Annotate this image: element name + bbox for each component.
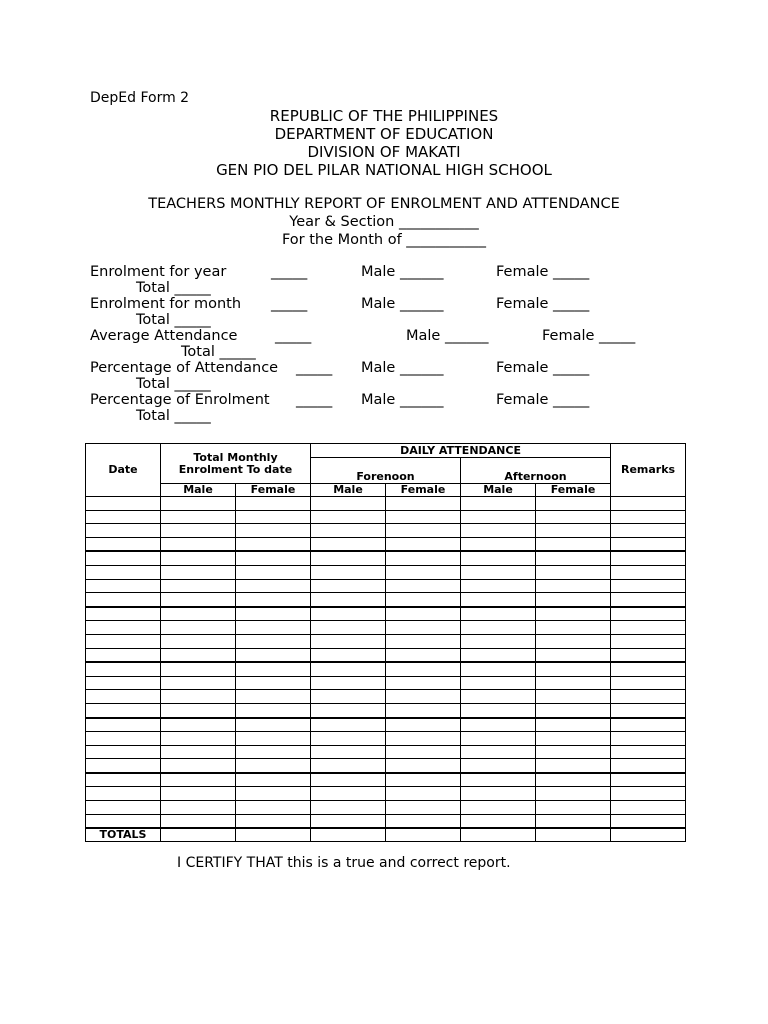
table-cell[interactable] xyxy=(86,537,161,551)
table-cell[interactable] xyxy=(386,537,461,551)
table-cell[interactable] xyxy=(86,676,161,690)
table-cell[interactable] xyxy=(386,718,461,732)
table-cell[interactable] xyxy=(86,593,161,607)
table-row xyxy=(86,773,686,787)
report-title: TEACHERS MONTHLY REPORT OF ENROLMENT AND ATTENDANCE xyxy=(148,196,620,212)
totals-label: TOTALS xyxy=(86,828,161,842)
table-cell[interactable] xyxy=(161,773,236,787)
stat-blank: _____ xyxy=(271,296,308,312)
table-cell[interactable] xyxy=(536,579,611,593)
header-republic: REPUBLIC OF THE PHILIPPINES xyxy=(269,107,499,125)
stat-male: Male ______ xyxy=(361,296,444,312)
table-cell[interactable] xyxy=(386,787,461,801)
stat-total: Total _____ xyxy=(136,408,211,424)
table-cell[interactable] xyxy=(311,510,386,524)
table-cell[interactable] xyxy=(536,662,611,676)
year-section-field: Year & Section ___________ xyxy=(289,214,479,230)
stat-total: Total _____ xyxy=(136,280,211,296)
table-cell[interactable] xyxy=(611,787,686,801)
col-male-header: Male xyxy=(461,484,536,497)
table-cell[interactable] xyxy=(161,828,236,842)
table-cell[interactable] xyxy=(161,662,236,676)
table-cell[interactable] xyxy=(86,732,161,746)
table-cell[interactable] xyxy=(236,565,311,579)
table-cell[interactable] xyxy=(611,801,686,815)
table-cell[interactable] xyxy=(161,759,236,773)
table-cell[interactable] xyxy=(536,621,611,635)
table-cell[interactable] xyxy=(311,662,386,676)
table-cell[interactable] xyxy=(386,551,461,565)
table-cell[interactable] xyxy=(461,676,536,690)
stat-total: Total _____ xyxy=(136,312,211,328)
table-row xyxy=(86,648,686,662)
table-cell[interactable] xyxy=(161,801,236,815)
table-cell[interactable] xyxy=(461,801,536,815)
table-cell[interactable] xyxy=(161,524,236,538)
table-row xyxy=(86,537,686,551)
table-cell[interactable] xyxy=(386,497,461,511)
col-female-header: Female xyxy=(236,484,311,497)
table-row xyxy=(86,801,686,815)
table-row xyxy=(86,551,686,565)
table-row xyxy=(86,634,686,648)
table-cell[interactable] xyxy=(311,732,386,746)
table-cell[interactable] xyxy=(611,814,686,828)
table-cell[interactable] xyxy=(461,648,536,662)
table-cell[interactable] xyxy=(461,662,536,676)
table-cell[interactable] xyxy=(161,497,236,511)
table-cell[interactable] xyxy=(161,732,236,746)
table-cell[interactable] xyxy=(536,814,611,828)
col-total-monthly-header: Total Monthly Enrolment To date xyxy=(161,444,311,484)
form-code: DepEd Form 2 xyxy=(90,90,190,106)
table-cell[interactable] xyxy=(161,551,236,565)
table-cell[interactable] xyxy=(236,690,311,704)
table-cell[interactable] xyxy=(386,662,461,676)
header-division: DIVISION OF MAKATI xyxy=(307,143,461,161)
table-cell[interactable] xyxy=(461,703,536,717)
table-cell[interactable] xyxy=(311,579,386,593)
table-cell[interactable] xyxy=(311,773,386,787)
table-row xyxy=(86,662,686,676)
table-cell[interactable] xyxy=(461,593,536,607)
table-row xyxy=(86,703,686,717)
table-cell[interactable] xyxy=(461,745,536,759)
table-cell[interactable] xyxy=(461,497,536,511)
table-cell[interactable] xyxy=(386,773,461,787)
table-cell[interactable] xyxy=(236,745,311,759)
table-cell[interactable] xyxy=(86,759,161,773)
table-cell[interactable] xyxy=(86,662,161,676)
table-row xyxy=(86,524,686,538)
table-cell[interactable] xyxy=(386,593,461,607)
table-cell[interactable] xyxy=(386,621,461,635)
table-cell[interactable] xyxy=(611,648,686,662)
table-row xyxy=(86,787,686,801)
col-remarks-header: Remarks xyxy=(611,444,686,497)
table-cell[interactable] xyxy=(611,662,686,676)
table-cell[interactable] xyxy=(536,759,611,773)
stat-female: Female _____ xyxy=(496,264,590,280)
table-cell[interactable] xyxy=(611,593,686,607)
table-cell[interactable] xyxy=(611,676,686,690)
table-cell[interactable] xyxy=(236,787,311,801)
table-cell[interactable] xyxy=(386,676,461,690)
table-cell[interactable] xyxy=(611,634,686,648)
table-cell[interactable] xyxy=(236,593,311,607)
table-cell[interactable] xyxy=(86,690,161,704)
header-school: GEN PIO DEL PILAR NATIONAL HIGH SCHOOL xyxy=(216,161,552,179)
stat-male: Male ______ xyxy=(361,360,444,376)
table-cell[interactable] xyxy=(611,524,686,538)
table-cell[interactable] xyxy=(161,745,236,759)
table-cell[interactable] xyxy=(161,537,236,551)
table-row xyxy=(86,814,686,828)
table-cell[interactable] xyxy=(461,510,536,524)
table-cell[interactable] xyxy=(236,634,311,648)
col-female-header: Female xyxy=(386,484,461,497)
table-cell[interactable] xyxy=(161,648,236,662)
table-cell[interactable] xyxy=(386,759,461,773)
table-cell[interactable] xyxy=(386,565,461,579)
table-cell[interactable] xyxy=(386,690,461,704)
table-cell[interactable] xyxy=(311,593,386,607)
table-cell[interactable] xyxy=(236,676,311,690)
table-cell[interactable] xyxy=(461,814,536,828)
table-cell[interactable] xyxy=(536,524,611,538)
table-cell[interactable] xyxy=(86,718,161,732)
table-cell[interactable] xyxy=(161,621,236,635)
report-title-block xyxy=(0,195,768,249)
table-cell[interactable] xyxy=(611,828,686,842)
table-cell[interactable] xyxy=(536,773,611,787)
table-cell[interactable] xyxy=(536,593,611,607)
table-cell[interactable] xyxy=(86,565,161,579)
table-cell[interactable] xyxy=(611,551,686,565)
table-cell[interactable] xyxy=(461,607,536,621)
table-cell[interactable] xyxy=(311,537,386,551)
table-row xyxy=(86,579,686,593)
table-cell[interactable] xyxy=(461,690,536,704)
table-row xyxy=(86,621,686,635)
table-cell[interactable] xyxy=(386,634,461,648)
table-cell[interactable] xyxy=(236,579,311,593)
col-daily-attendance-header: DAILY ATTENDANCE xyxy=(311,444,611,458)
table-cell[interactable] xyxy=(86,787,161,801)
table-cell[interactable] xyxy=(86,634,161,648)
table-cell[interactable] xyxy=(311,814,386,828)
table-cell[interactable] xyxy=(86,814,161,828)
table-cell[interactable] xyxy=(611,497,686,511)
table-cell[interactable] xyxy=(536,801,611,815)
attendance-table xyxy=(85,443,686,842)
table-cell[interactable] xyxy=(311,497,386,511)
table-row xyxy=(86,745,686,759)
table-cell[interactable] xyxy=(386,579,461,593)
table-cell[interactable] xyxy=(311,718,386,732)
table-cell[interactable] xyxy=(386,648,461,662)
header-department: DEPARTMENT OF EDUCATION xyxy=(274,125,494,143)
table-cell[interactable] xyxy=(461,732,536,746)
table-row xyxy=(86,593,686,607)
table-cell[interactable] xyxy=(536,690,611,704)
table-cell[interactable] xyxy=(611,732,686,746)
table-cell[interactable] xyxy=(86,524,161,538)
table-cell[interactable] xyxy=(86,773,161,787)
stat-female: Female _____ xyxy=(542,328,636,344)
col-male-header: Male xyxy=(311,484,386,497)
table-cell[interactable] xyxy=(311,690,386,704)
stat-blank: _____ xyxy=(275,328,312,344)
table-cell[interactable] xyxy=(236,732,311,746)
table-cell[interactable] xyxy=(386,745,461,759)
table-cell[interactable] xyxy=(311,676,386,690)
table-cell[interactable] xyxy=(311,759,386,773)
table-cell[interactable] xyxy=(461,828,536,842)
table-cell[interactable] xyxy=(536,537,611,551)
table-cell[interactable] xyxy=(536,510,611,524)
stat-total: Total _____ xyxy=(136,376,211,392)
table-cell[interactable] xyxy=(461,621,536,635)
table-cell[interactable] xyxy=(611,759,686,773)
table-cell[interactable] xyxy=(611,773,686,787)
stat-male: Male ______ xyxy=(361,264,444,280)
table-cell[interactable] xyxy=(536,551,611,565)
table-cell[interactable] xyxy=(311,565,386,579)
table-cell[interactable] xyxy=(611,745,686,759)
table-cell[interactable] xyxy=(536,634,611,648)
table-cell[interactable] xyxy=(86,801,161,815)
table-cell[interactable] xyxy=(461,759,536,773)
table-cell[interactable] xyxy=(461,524,536,538)
table-cell[interactable] xyxy=(536,497,611,511)
table-cell[interactable] xyxy=(86,551,161,565)
table-cell[interactable] xyxy=(236,621,311,635)
table-cell[interactable] xyxy=(311,745,386,759)
table-cell[interactable] xyxy=(461,551,536,565)
stat-label: Percentage of Attendance xyxy=(90,360,279,376)
table-cell[interactable] xyxy=(386,801,461,815)
table-cell[interactable] xyxy=(611,607,686,621)
stat-female: Female _____ xyxy=(496,360,590,376)
stat-label: Percentage of Enrolment xyxy=(90,392,270,408)
table-cell[interactable] xyxy=(536,718,611,732)
attendance-rows xyxy=(86,497,686,829)
table-row xyxy=(86,759,686,773)
table-cell[interactable] xyxy=(536,703,611,717)
table-cell[interactable] xyxy=(611,718,686,732)
table-cell[interactable] xyxy=(161,634,236,648)
table-cell[interactable] xyxy=(161,676,236,690)
table-cell[interactable] xyxy=(386,814,461,828)
table-cell[interactable] xyxy=(161,593,236,607)
table-cell[interactable] xyxy=(311,648,386,662)
table-row xyxy=(86,690,686,704)
table-cell[interactable] xyxy=(536,676,611,690)
stat-blank: _____ xyxy=(271,264,308,280)
table-cell[interactable] xyxy=(386,703,461,717)
table-cell[interactable] xyxy=(86,648,161,662)
table-row xyxy=(86,510,686,524)
table-cell[interactable] xyxy=(611,703,686,717)
table-cell[interactable] xyxy=(236,497,311,511)
table-cell[interactable] xyxy=(536,607,611,621)
table-row xyxy=(86,676,686,690)
table-cell[interactable] xyxy=(461,579,536,593)
table-cell[interactable] xyxy=(611,537,686,551)
table-cell[interactable] xyxy=(461,773,536,787)
table-cell[interactable] xyxy=(386,607,461,621)
table-cell[interactable] xyxy=(236,801,311,815)
stat-male: Male ______ xyxy=(406,328,489,344)
stat-blank: _____ xyxy=(296,392,333,408)
table-cell[interactable] xyxy=(611,690,686,704)
table-cell[interactable] xyxy=(311,828,386,842)
table-row xyxy=(86,718,686,732)
stat-label: Enrolment for year xyxy=(90,264,227,280)
table-cell[interactable] xyxy=(161,510,236,524)
table-cell[interactable] xyxy=(386,732,461,746)
table-cell[interactable] xyxy=(311,634,386,648)
table-cell[interactable] xyxy=(311,524,386,538)
table-cell[interactable] xyxy=(536,648,611,662)
table-cell[interactable] xyxy=(86,579,161,593)
col-female-header: Female xyxy=(536,484,611,497)
table-cell[interactable] xyxy=(386,828,461,842)
table-cell[interactable] xyxy=(236,524,311,538)
form-header xyxy=(0,107,768,179)
stat-female: Female _____ xyxy=(496,296,590,312)
table-cell[interactable] xyxy=(86,703,161,717)
table-cell[interactable] xyxy=(536,828,611,842)
table-cell[interactable] xyxy=(86,510,161,524)
table-cell[interactable] xyxy=(236,607,311,621)
table-cell[interactable] xyxy=(236,662,311,676)
table-cell[interactable] xyxy=(236,551,311,565)
stat-male: Male ______ xyxy=(361,392,444,408)
table-cell[interactable] xyxy=(461,565,536,579)
stat-female: Female _____ xyxy=(496,392,590,408)
table-row xyxy=(86,732,686,746)
stat-total: Total _____ xyxy=(181,344,256,360)
table-row xyxy=(86,565,686,579)
table-cell[interactable] xyxy=(236,718,311,732)
col-afternoon-header: Afternoon xyxy=(461,458,611,484)
table-cell[interactable] xyxy=(236,510,311,524)
table-cell[interactable] xyxy=(161,579,236,593)
table-cell[interactable] xyxy=(311,703,386,717)
table-cell[interactable] xyxy=(461,634,536,648)
table-cell[interactable] xyxy=(161,787,236,801)
table-cell[interactable] xyxy=(86,745,161,759)
table-cell[interactable] xyxy=(161,703,236,717)
table-cell[interactable] xyxy=(536,565,611,579)
table-cell[interactable] xyxy=(236,814,311,828)
table-cell[interactable] xyxy=(386,524,461,538)
table-cell[interactable] xyxy=(236,828,311,842)
month-field: For the Month of ___________ xyxy=(281,232,487,248)
table-cell[interactable] xyxy=(311,621,386,635)
table-row xyxy=(86,607,686,621)
table-cell[interactable] xyxy=(461,537,536,551)
table-row xyxy=(86,497,686,511)
table-cell[interactable] xyxy=(161,565,236,579)
table-cell[interactable] xyxy=(311,801,386,815)
table-cell[interactable] xyxy=(236,773,311,787)
table-cell[interactable] xyxy=(86,621,161,635)
table-cell[interactable] xyxy=(161,690,236,704)
table-cell[interactable] xyxy=(86,607,161,621)
table-cell[interactable] xyxy=(611,621,686,635)
stat-label: Enrolment for month xyxy=(90,296,242,312)
table-cell[interactable] xyxy=(611,510,686,524)
table-cell[interactable] xyxy=(536,745,611,759)
col-male-header: Male xyxy=(161,484,236,497)
table-cell[interactable] xyxy=(161,814,236,828)
table-cell[interactable] xyxy=(536,787,611,801)
stat-blank: _____ xyxy=(296,360,333,376)
table-cell[interactable] xyxy=(236,537,311,551)
col-forenoon-header: Forenoon xyxy=(311,458,461,484)
table-cell[interactable] xyxy=(236,648,311,662)
table-cell[interactable] xyxy=(161,607,236,621)
col-date-header: Date xyxy=(86,444,161,497)
table-cell[interactable] xyxy=(236,703,311,717)
table-cell[interactable] xyxy=(311,551,386,565)
table-cell[interactable] xyxy=(236,759,311,773)
table-cell[interactable] xyxy=(311,787,386,801)
table-cell[interactable] xyxy=(461,787,536,801)
table-cell[interactable] xyxy=(386,510,461,524)
table-cell[interactable] xyxy=(611,579,686,593)
table-cell[interactable] xyxy=(611,565,686,579)
table-cell[interactable] xyxy=(86,497,161,511)
table-cell[interactable] xyxy=(311,607,386,621)
table-cell[interactable] xyxy=(461,718,536,732)
table-cell[interactable] xyxy=(536,732,611,746)
stat-label: Average Attendance xyxy=(90,328,238,344)
certification-statement: I CERTIFY THAT this is a true and correct report. xyxy=(177,855,511,871)
table-cell[interactable] xyxy=(161,718,236,732)
